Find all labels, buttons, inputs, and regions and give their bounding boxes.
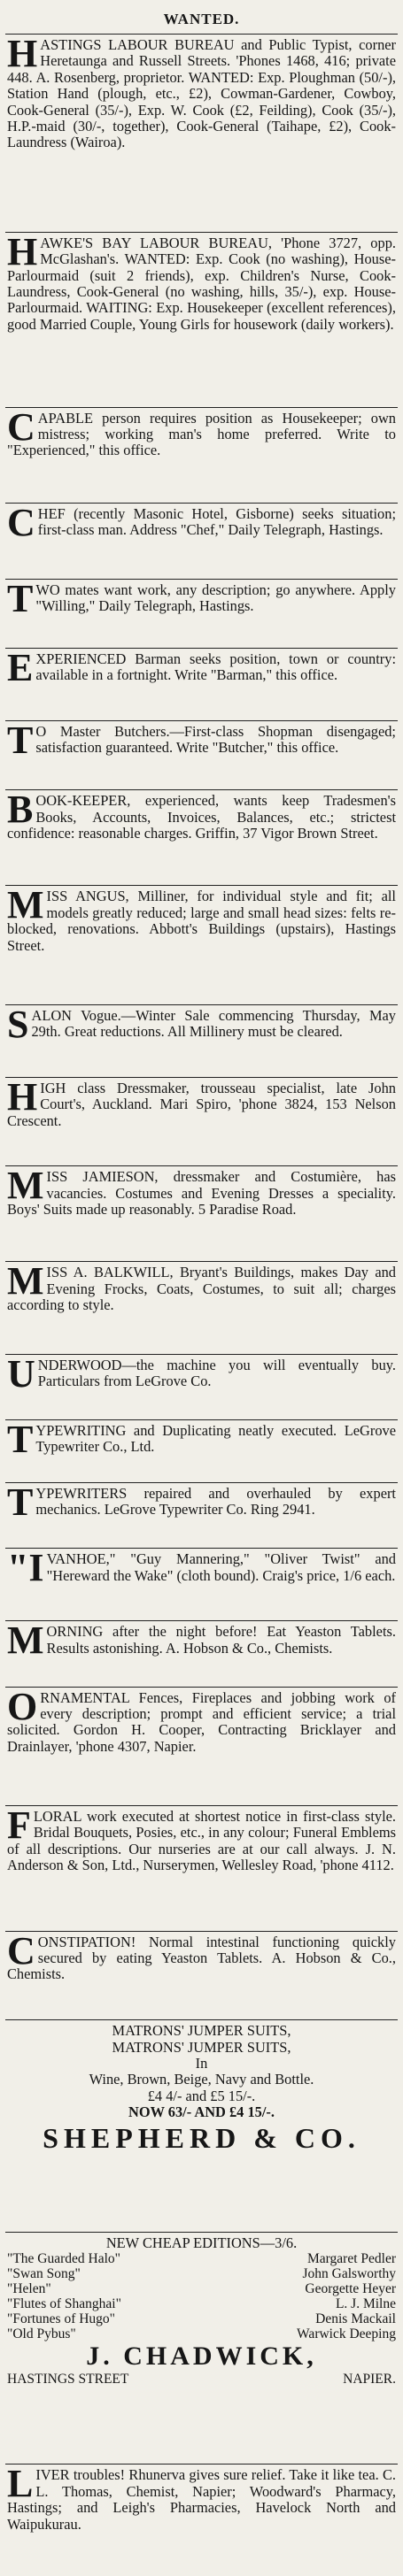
- ad-dropcap: E: [7, 647, 34, 689]
- ad-yeaston-morning: [5, 1620, 398, 1686]
- ad-hawkes-bay-labour-bureau: [5, 232, 398, 407]
- jumpers-line: MATRONS' JUMPER SUITS,: [112, 2022, 291, 2040]
- ad-dropcap: B: [7, 789, 34, 832]
- ad-ornamental-fences: [5, 1687, 398, 1805]
- ad-dropcap: M: [7, 1620, 44, 1663]
- ad-text: YPEWRITING and Duplicating neatly executed. LeGrove Typewriter Co., Ltd.: [35, 1422, 396, 1456]
- ad-dropcap: T: [7, 578, 34, 620]
- book-row: [7, 2281, 396, 2296]
- ad-underwood: [5, 1354, 398, 1419]
- book-title: "Swan Song": [7, 2266, 81, 2282]
- ad-dropcap: M: [7, 1261, 44, 1303]
- shepherd-logo: SHEPHERD & CO.: [43, 2121, 360, 2154]
- ad-text: O Master Butchers.—First-class Shopman disengaged; satisfaction guaranteed. Write "Butcher," this office.: [35, 723, 396, 757]
- ad-text: VANHOE," "Guy Mannering," "Oliver Twist" and "Hereward the Wake" (cloth bound). Craig's price, 1/6 each.: [46, 1550, 396, 1584]
- ad-typewriters-repair: [5, 1482, 398, 1548]
- book-title: "Flutes of Shanghai": [7, 2296, 121, 2312]
- ad-text: YPEWRITERS repaired and overhauled by expert mechanics. LeGrove Typewriter Co. Ring 2941.: [35, 1484, 396, 1519]
- ad-dropcap: S: [7, 1003, 29, 1046]
- ad-typewriting: [5, 1419, 398, 1482]
- ad-dropcap: T: [7, 1481, 34, 1524]
- ad-new-cheap-editions: [5, 2232, 398, 2465]
- ad-text: LORAL work executed at shortest notice in first-class style. Bridal Bouquets, Posies, etc., in any colour; Funeral Emblems of all descriptions. Our nurseries are at our call always. J. N. Anderson & Son, Ltd., Nurserymen, Wellesley Road, 'phone 4112.: [7, 1807, 396, 1874]
- ad-miss-jamieson: [5, 1165, 398, 1261]
- ad-text: ORNING after the night before! Eat Yeaston Tablets. Results astonishing. A. Hobson & Co., Chemists.: [46, 1623, 396, 1657]
- ad-text: APABLE person requires position as Housekeeper; own mistress; working man's home preferred. Write to "Experienced," this office.: [7, 409, 396, 459]
- ad-book-keeper: [5, 789, 398, 885]
- ad-dropcap: H: [7, 1076, 38, 1119]
- address-city: NAPIER.: [343, 2372, 396, 2388]
- ad-barman: [5, 648, 398, 720]
- ad-text: OOK-KEEPER, experienced, wants keep Tradesmen's Books, Accounts, Invoices, Balances, etc.; strictest confidence: reasonable charges. Griffin, 37 Vigor Brown Street.: [7, 792, 396, 842]
- ad-text: ASTINGS LABOUR BUREAU and Public Typist, corner Heretaunga and Russell Streets. 'Phones 1468, 416; private 448. A. Rosenberg, proprietor. WANTED: Exp. Ploughman (50/-), Station Hand (plough, etc., £2), Cowman-Gardener, Cowboy, Cook-General (35/-), Exp. W. Cook (£2, Feilding), Cook (35/-), H.P.-maid (30/-, together), Cook-General (Taihape, £2), Cook-Laundress (Wairoa).: [7, 36, 396, 151]
- book-title: "Helen": [7, 2281, 51, 2297]
- books-title: NEW CHEAP EDITIONS—3/6.: [105, 2234, 298, 2251]
- jumpers-line: £4 4/- and £5 15/-.: [147, 2087, 256, 2104]
- book-row: [7, 2326, 396, 2341]
- jumpers-line: MATRONS' JUMPER SUITS,: [112, 2038, 291, 2056]
- ad-dropcap: L: [7, 2464, 34, 2506]
- ad-miss-balkwill: [5, 1261, 398, 1353]
- ad-text: ISS ANGUS, Milliner, for individual style and fit; all models greatly reduced; large and small head sizes: felts re-blocked, renovations. Abbott's Buildings (upstairs), Hastings Street.: [7, 888, 396, 954]
- ad-text: WO mates want work, any description; go anywhere. Apply "Willing," Daily Telegraph, Hastings.: [35, 581, 396, 615]
- ad-liver-troubles: [5, 2464, 398, 2576]
- ad-miss-angus: [5, 885, 398, 1003]
- ad-text: XPERIENCED Barman seeks position, town or country: available in a fortnight. Write "Barman," this office.: [35, 650, 396, 684]
- ad-text: RNAMENTAL Fences, Fireplaces and jobbing work of every description; prompt and efficient service; a trial solicited. Gordon H. Cooper, Contracting Bricklayer and Drainlayer, 'phone 4307, Napier.: [7, 1688, 396, 1755]
- book-title: "Old Pybus": [7, 2326, 76, 2342]
- ad-text: ONSTIPATION! Normal intestinal functioning quickly secured by eating Yeaston Tablets. A. Hobson & Co., Chemists.: [7, 1933, 396, 1983]
- book-author: Georgette Heyer: [305, 2281, 396, 2297]
- ad-floral-work: [5, 1805, 398, 1931]
- ad-text: ISS A. BALKWILL, Bryant's Buildings, makes Day and Evening Frocks, Coats, Costumes, to suit all; charges according to style.: [7, 1264, 396, 1314]
- ad-salon-vogue: [5, 1004, 398, 1077]
- ad-text: NDERWOOD—the machine you will eventually buy. Particulars from LeGrove Co.: [37, 1356, 396, 1390]
- ad-text: ALON Vogue.—Winter Sale commencing Thursday, May 29th. Great reductions. All Millinery must be cleared.: [31, 1006, 396, 1041]
- ad-chef: [5, 503, 398, 579]
- ad-text: HEF (recently Masonic Hotel, Gisborne) seeks situation; first-class man. Address "Chef," Daily Telegraph, Hastings.: [37, 504, 396, 539]
- ad-dropcap: M: [7, 1165, 44, 1208]
- ad-dropcap: M: [7, 885, 44, 927]
- chadwick-logo: J. CHADWICK,: [86, 2341, 317, 2372]
- book-author: John Galsworthy: [302, 2266, 396, 2282]
- book-title: "The Guarded Halo": [7, 2251, 120, 2267]
- ad-constipation: [5, 1931, 398, 2019]
- ad-dropcap: U: [7, 1353, 35, 1396]
- book-row: [7, 2311, 396, 2326]
- ad-text: IVER troubles! Rhunerva gives sure relief. Take it like tea. C. L. Thomas, Chemist, Napier; Woodward's Pharmacy, Hastings; and Leigh's Pharmacies, Havelock North and Waipukurau.: [7, 2466, 396, 2533]
- jumpers-line: NOW 63/- AND £4 15/-.: [128, 2103, 275, 2121]
- book-author: Denis Mackail: [315, 2311, 396, 2327]
- ad-dressmaker: [5, 1077, 398, 1165]
- ad-text: IGH class Dressmaker, trousseau specialist, late John Court's, Auckland. Mari Spiro, 'phone 3824, 153 Nelson Crescent.: [7, 1079, 396, 1129]
- ad-two-mates: [5, 579, 398, 648]
- ad-dropcap: F: [7, 1804, 31, 1847]
- chadwick-address: [7, 2372, 396, 2387]
- ad-text: ISS JAMIESON, dressmaker and Costumière, has vacancies. Costumes and Evening Dresses a speciality. Boys' Suits made up reasonably. 5 Paradise Road.: [7, 1168, 396, 1219]
- ad-dropcap: C: [7, 502, 35, 544]
- ad-text: AWKE'S BAY LABOUR BUREAU, 'Phone 3727, opp. McGlashan's. WANTED: Exp. Cook (no washing), House-Parlourmaid (suit 2 friends), exp. Children's Nurse, Cook-Laundress, Cook-General (no washing, hills, 35/-), exp. House-Parlourmaid. WAITING: Exp. Housekeeper (excellent references), good Married Couple, Young Girls for housework (daily workers).: [7, 234, 396, 333]
- book-row: [7, 2251, 396, 2266]
- ad-dropcap: T: [7, 720, 34, 763]
- ad-ivanhoe-books: [5, 1548, 398, 1620]
- address-street: HASTINGS STREET: [7, 2372, 129, 2388]
- book-author: L. J. Milne: [335, 2296, 396, 2312]
- book-author: Warwick Deeping: [297, 2326, 396, 2342]
- ad-dropcap: C: [7, 406, 35, 449]
- ad-housekeeper: [5, 407, 398, 503]
- book-row: [7, 2266, 396, 2281]
- ad-dropcap: C: [7, 1930, 35, 1972]
- jumpers-line: Wine, Brown, Beige, Navy and Bottle.: [89, 2071, 314, 2088]
- ad-dropcap: H: [7, 231, 38, 273]
- ad-dropcap: "I: [7, 1548, 44, 1590]
- section-heading: WANTED.: [163, 11, 240, 27]
- book-author: Margaret Pedler: [307, 2251, 396, 2267]
- book-row: [7, 2296, 396, 2311]
- ad-dropcap: O: [7, 1686, 38, 1728]
- jumpers-line: In: [195, 2054, 208, 2072]
- book-title: "Fortunes of Hugo": [7, 2311, 116, 2327]
- ad-butchers: [5, 720, 398, 789]
- ad-hastings-labour-bureau: [5, 34, 398, 232]
- ad-dropcap: T: [7, 1419, 34, 1462]
- ad-dropcap: H: [7, 34, 38, 75]
- ad-jumper-suits: [5, 2019, 398, 2232]
